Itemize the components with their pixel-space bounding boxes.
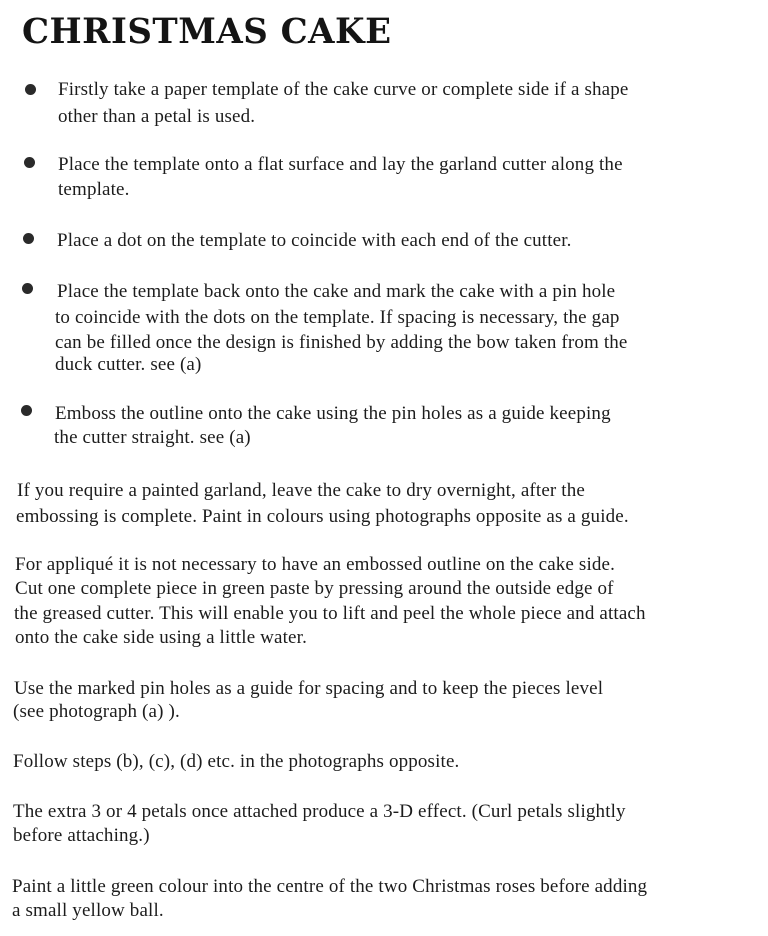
paragraph-line: Follow steps (b), (c), (d) etc. in the photographs opposite. <box>13 751 460 772</box>
bullet-line: Place the template back onto the cake and mark the cake with a pin hole <box>57 281 616 302</box>
bullet-line: Emboss the outline onto the cake using the pin holes as a guide keeping <box>55 403 611 424</box>
bullet-line: duck cutter. see (a) <box>55 354 202 375</box>
paragraph-line: If you require a painted garland, leave the cake to dry overnight, after the <box>17 480 585 501</box>
paragraph-line: Paint a little green colour into the centre of the two Christmas roses before adding <box>12 876 648 897</box>
paragraph-line: the greased cutter. This will enable you to lift and peel the whole piece and attach <box>14 603 646 624</box>
paragraph-line: Cut one complete piece in green paste by pressing around the outside edge of <box>15 578 614 599</box>
bullet-line: to coincide with the dots on the template. If spacing is necessary, the gap <box>55 307 620 328</box>
bullet-line: the cutter straight. see (a) <box>54 427 251 448</box>
paragraph-line: For appliqué it is not necessary to have an embossed outline on the cake side. <box>15 554 616 575</box>
paragraph-line: a small yellow ball. <box>12 900 164 921</box>
bullet-dot-icon <box>25 84 36 95</box>
bullet-line: can be filled once the design is finished by adding the bow taken from the <box>55 332 628 353</box>
paragraph-line: onto the cake side using a little water. <box>15 627 307 648</box>
paragraph-line: (see photograph (a) ). <box>13 701 180 722</box>
bullet-line: template. <box>58 179 130 200</box>
paragraph-line: Use the marked pin holes as a guide for spacing and to keep the pieces level <box>14 678 604 699</box>
bullet-line: Place the template onto a flat surface and lay the garland cutter along the <box>58 154 623 175</box>
bullet-dot-icon <box>21 405 32 416</box>
bullet-dot-icon <box>23 233 34 244</box>
paragraph-line: before attaching.) <box>13 825 150 846</box>
paragraph-line: embossing is complete. Paint in colours using photographs opposite as a guide. <box>16 506 629 527</box>
page-title: CHRISTMAS CAKE <box>22 11 392 53</box>
paragraph-line: The extra 3 or 4 petals once attached produce a 3-D effect. (Curl petals slightly <box>13 801 626 822</box>
bullet-line: Firstly take a paper template of the cake curve or complete side if a shape <box>58 79 629 100</box>
bullet-line: Place a dot on the template to coincide with each end of the cutter. <box>57 230 572 251</box>
bullet-dot-icon <box>22 283 33 294</box>
bullet-line: other than a petal is used. <box>58 106 256 127</box>
bullet-dot-icon <box>24 157 35 168</box>
